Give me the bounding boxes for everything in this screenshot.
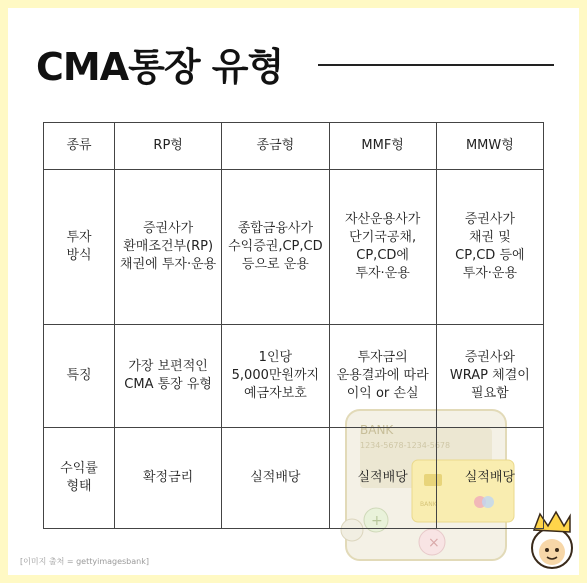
table-cell: 실적배당 bbox=[329, 428, 436, 529]
table-row bbox=[44, 170, 544, 325]
header-cell-kind: 종류 bbox=[44, 123, 115, 170]
table-cell: 실적배당 bbox=[222, 428, 329, 529]
header-cell-mmw: MMW형 bbox=[436, 123, 543, 170]
title-underline bbox=[318, 64, 554, 66]
row-label-feature: 특징 bbox=[44, 325, 115, 428]
table-cell: 증권사가 환매조건부(RP) 채권에 투자·운용 bbox=[115, 170, 222, 325]
svg-text:+: + bbox=[371, 513, 383, 529]
illus-card-number: 1234-5678-1234-5678 bbox=[360, 441, 451, 450]
table-cell: 증권사와 WRAP 체결이 필요함 bbox=[436, 325, 543, 428]
page-title: CMA통장 유형 bbox=[36, 45, 284, 89]
table-cell: 증권사가 채권 및 CP,CD 등에 투자·운용 bbox=[436, 170, 543, 325]
illus-bank-label: BANK bbox=[360, 423, 394, 437]
image-credit: [이미지 출처 = gettyimagesbank] bbox=[20, 557, 149, 566]
table-cell: 1인당 5,000만원까지 예금자보호 bbox=[222, 325, 329, 428]
table-row bbox=[44, 428, 544, 529]
illus-card-small-label: BANK bbox=[420, 501, 437, 508]
table-cell: 실적배당 bbox=[436, 428, 543, 529]
table-cell: 투자금의 운용결과에 따라 이익 or 손실 bbox=[329, 325, 436, 428]
row-label-return-type: 수익률 형태 bbox=[44, 428, 115, 529]
table-cell: 가장 보편적인 CMA 통장 유형 bbox=[115, 325, 222, 428]
cma-type-table bbox=[43, 122, 544, 529]
header-cell-jonggeum: 종금형 bbox=[222, 123, 329, 170]
table-row bbox=[44, 325, 544, 428]
svg-text:×: × bbox=[428, 535, 440, 551]
header-cell-rp: RP형 bbox=[115, 123, 222, 170]
table-cell: 확정금리 bbox=[115, 428, 222, 529]
table-header-row bbox=[44, 123, 544, 170]
table-cell: 자산운용사가 단기국공채, CP,CD에 투자·운용 bbox=[329, 170, 436, 325]
header-cell-mmf: MMF형 bbox=[329, 123, 436, 170]
row-label-investment-method: 투자 방식 bbox=[44, 170, 115, 325]
table-cell: 종합금융사가 수익증권,CP,CD 등으로 운용 bbox=[222, 170, 329, 325]
